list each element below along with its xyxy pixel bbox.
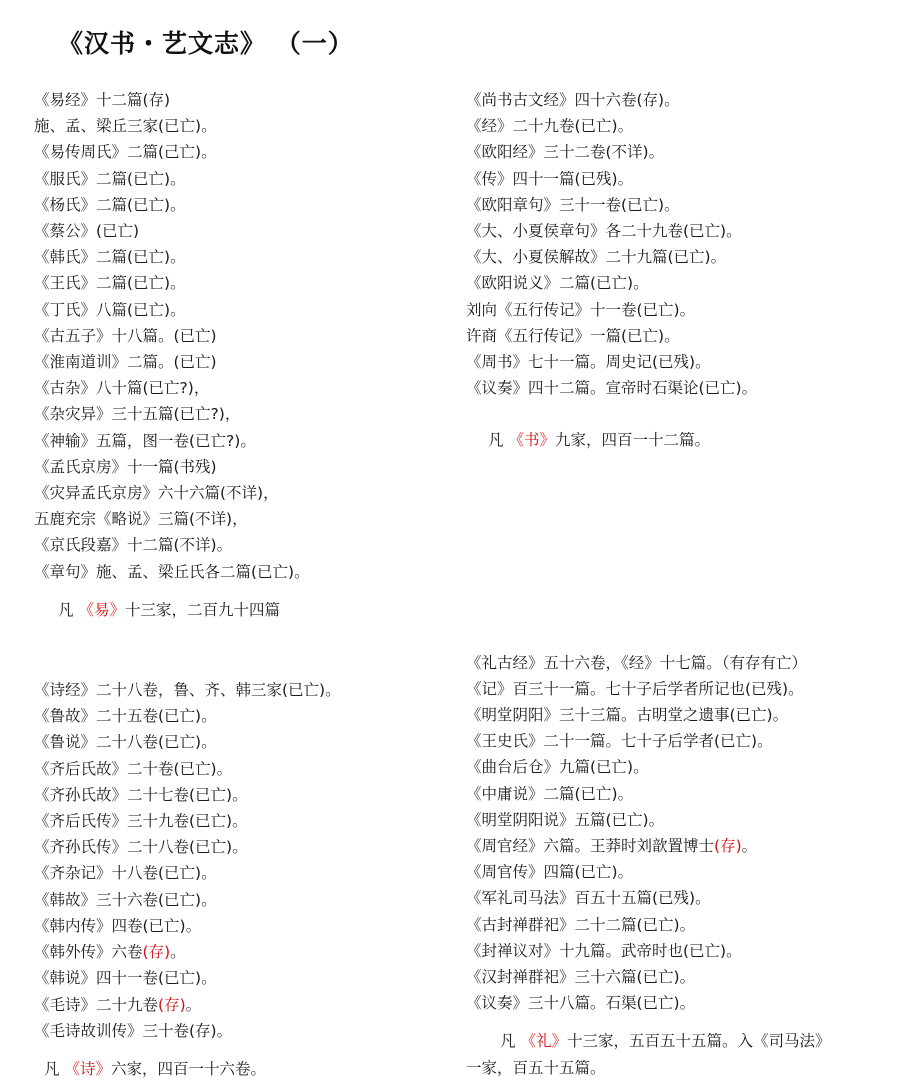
spacer <box>466 401 912 427</box>
right-column <box>456 87 912 1082</box>
list-item: 刘向《五行传记》十一卷(已亡)。 <box>466 300 696 319</box>
entry-status: (存) <box>714 837 742 856</box>
spacer <box>466 454 912 650</box>
list-item: 《韩说》四十一卷(已亡)。 <box>34 969 217 988</box>
list-item: 《韩内传》四卷(已亡)。 <box>34 916 202 935</box>
list-item: 《欧阳章句》三十一卷(已亡)。 <box>466 195 680 214</box>
list-item: 施、孟、梁丘三家(已亡)。 <box>34 117 217 136</box>
list-item: 《古五子》十八篇。(已亡) <box>34 326 217 345</box>
spacer <box>466 1016 912 1028</box>
list-item: 《齐孙氏传》二十八卷(已亡)。 <box>34 838 248 857</box>
list-item: 《议奏》四十二篇。宣帝时石渠论(已亡)。 <box>466 379 758 398</box>
list-item: 《曲台后仓》九篇(已亡)。 <box>466 758 649 777</box>
entry-text: 《周官经》六篇。王莽时刘歆置博士 <box>466 837 715 856</box>
list-item: 五鹿充宗《略说》三篇(不详)， <box>34 510 248 529</box>
list-item <box>466 833 912 859</box>
summary-keyword: 《礼》 <box>520 1032 567 1051</box>
list-item: 《鲁说》二十八卷(已亡)。 <box>34 733 217 752</box>
summary-suffix: 十三家，二百九十四篇 <box>124 600 280 619</box>
entry-text: 《韩外传》六卷 <box>34 943 143 962</box>
summary-prefix: 凡 <box>44 1059 65 1078</box>
summary-suffix: 九家，四百一十二篇。 <box>554 431 710 450</box>
entry-status: (存) <box>158 995 186 1014</box>
list-item: 《大、小夏侯解故》二十九篇(已亡)。 <box>466 248 727 267</box>
list-item: 《章句》施、孟、梁丘氏各二篇(已亡)。 <box>34 562 310 581</box>
list-item: 《杨氏》二篇(已亡)。 <box>34 195 186 214</box>
list-item: 《诗经》二十八卷，鲁、齐、韩三家(已亡)。 <box>34 681 341 700</box>
list-item: 《王氏》二篇(已亡)。 <box>34 274 186 293</box>
list-item: 许商《五行传记》一篇(已亡)。 <box>466 326 680 345</box>
list-item: 《鲁故》二十五卷(已亡)。 <box>34 707 217 726</box>
section-summary-shi <box>34 1056 456 1082</box>
section-summary-li-line2: 一家，百五十五篇。 <box>466 1058 606 1077</box>
summary-suffix: 六家，四百一十六卷。 <box>110 1059 266 1078</box>
spacer <box>34 623 456 677</box>
list-item: 《丁氏》八篇(已亡)。 <box>34 300 186 319</box>
list-item: 《古杂》八十篇(已亡?)， <box>34 379 210 398</box>
section-summary-shu <box>466 427 912 453</box>
list-item: 《王史氏》二十一篇。七十子后学者(已亡)。 <box>466 732 773 751</box>
list-item: 《韩故》三十六卷(已亡)。 <box>34 890 217 909</box>
entry-status: (存) <box>142 943 171 962</box>
section-yi <box>34 87 456 623</box>
entry-text-tail: 。 <box>170 943 186 962</box>
list-item: 《礼古经》五十六卷，《经》十七篇。（有存有亡） <box>466 653 808 672</box>
left-column <box>0 87 456 1082</box>
section-shu <box>466 87 912 454</box>
section-summary-li <box>466 1028 912 1054</box>
list-item: 《经》二十九卷(已亡)。 <box>466 117 634 136</box>
section-summary-yi <box>34 597 456 623</box>
list-item: 《封禅议对》十九篇。武帝时也(已亡)。 <box>466 941 742 960</box>
summary-suffix: 十三家，五百五十五篇。入《司马法》 <box>566 1032 831 1051</box>
list-item: 《毛诗故训传》三十卷(存)。 <box>34 1021 233 1040</box>
list-item: 《淮南道训》二篇。(已亡) <box>34 353 217 372</box>
list-item: 《汉封禅群祀》三十六篇(已亡)。 <box>466 968 696 987</box>
list-item: 《孟氏京房》十一篇(书残) <box>34 457 217 476</box>
list-item: 《灾异孟氏京房》六十六篇(不详)， <box>34 484 279 503</box>
list-item: 《尚书古文经》四十六卷(存)。 <box>466 91 680 109</box>
list-item: 《易经》十二篇(存) <box>34 91 171 109</box>
list-item: 《京氏段嘉》十二篇(不详)。 <box>34 536 233 555</box>
entry-text-tail: 。 <box>185 995 202 1014</box>
summary-prefix: 凡 <box>488 431 509 450</box>
section-shi <box>34 677 456 1082</box>
list-item: 《服氏》二篇(已亡)。 <box>34 169 186 188</box>
list-item: 《齐杂记》十八卷(已亡)。 <box>34 864 217 883</box>
list-item: 《齐孙氏故》二十七卷(已亡)。 <box>34 785 248 804</box>
list-item: 《传》四十一篇(已残)。 <box>466 169 634 188</box>
summary-prefix: 凡 <box>500 1032 521 1051</box>
summary-keyword: 《诗》 <box>64 1059 111 1078</box>
list-item: 《神输》五篇，图一卷(已亡?)。 <box>34 431 256 450</box>
list-item: 《记》百三十一篇。七十子后学者所记也(已残)。 <box>466 679 804 698</box>
section-li <box>466 650 912 1081</box>
list-item <box>34 992 456 1018</box>
list-item: 《蔡公》(已亡) <box>34 222 140 241</box>
list-item: 《欧阳说义》二篇(已亡)。 <box>466 274 649 293</box>
spacer <box>34 1044 456 1056</box>
list-item: 《齐后氏传》三十九卷(已亡)。 <box>34 812 248 831</box>
list-item <box>34 939 456 965</box>
entry-text: 《毛诗》二十九卷 <box>34 995 159 1014</box>
list-item: 《齐后氏故》二十卷(已亡)。 <box>34 759 233 778</box>
list-item: 《杂灾异》三十五篇(已亡?)， <box>34 405 241 424</box>
list-item: 《易传周氏》二篇(己亡)。 <box>34 143 217 162</box>
list-item: 《明堂阴阳》三十三篇。古明堂之遗事(已亡)。 <box>466 706 789 725</box>
list-item: 《军礼司马法》百五十五篇(已残)。 <box>466 889 711 908</box>
list-item: 《韩氏》二篇(已亡)。 <box>34 248 186 267</box>
list-item: 《议奏》三十八篇。石渠(已亡)。 <box>466 994 696 1013</box>
list-item: 《欧阳经》三十二卷(不详)。 <box>466 143 665 162</box>
summary-keyword: 《易》 <box>78 600 125 619</box>
list-item: 《大、小夏侯章句》各二十九卷(已亡)。 <box>466 222 742 241</box>
summary-prefix: 凡 <box>58 600 79 619</box>
spacer <box>34 585 456 597</box>
list-item: 《中庸说》二篇(已亡)。 <box>466 784 634 803</box>
summary-keyword: 《书》 <box>508 431 555 450</box>
list-item: 《明堂阴阳说》五篇(已亡)。 <box>466 810 665 829</box>
list-item: 《周书》七十一篇。周史记(已残)。 <box>466 353 711 372</box>
list-item: 《古封禅群祀》二十二篇(已亡)。 <box>466 915 696 934</box>
page-title: 《汉书・艺文志》 （一） <box>58 29 354 58</box>
list-item: 《周官传》四篇(已亡)。 <box>466 863 634 882</box>
entry-text-tail: 。 <box>741 837 758 856</box>
content-columns <box>0 61 912 1082</box>
